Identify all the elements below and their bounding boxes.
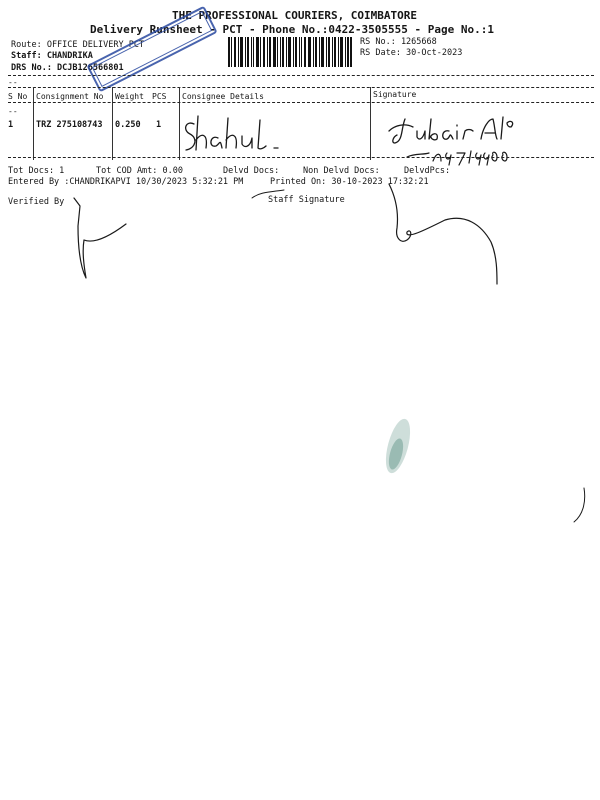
total-cod-amount: Tot COD Amt: 0.00 (96, 166, 183, 176)
header-weight: Weight (115, 92, 144, 101)
company-title: THE PROFESSIONAL COURIERS, COIMBATORE (172, 9, 418, 22)
receiver-handwritten-signature (385, 105, 545, 175)
total-docs: Tot Docs: 1 (8, 166, 65, 176)
row-pcs: 1 (156, 120, 162, 130)
header-signature: Signature (373, 90, 417, 99)
col-divider-1 (33, 87, 34, 160)
verified-by-label: Verified By (8, 197, 65, 207)
row-marker: -- (8, 107, 18, 116)
printed-on: Printed On: 30-10-2023 17:32:21 (270, 177, 429, 187)
rs-date: RS Date: 30-Oct-2023 (360, 48, 463, 58)
non-delivered-docs: Non Delvd Docs: (303, 166, 380, 176)
rs-number: RS No.: 1265668 (360, 37, 437, 47)
runsheet-subtitle: Delivery Runsheet - PCT - Phone No.:0422-3505555 - Page No.:1 (90, 23, 494, 36)
edge-mark (568, 486, 588, 526)
staff-label: Staff: CHANDRIKA (11, 51, 93, 61)
consignee-handwritten-signature (180, 112, 290, 162)
staff-signature-stroke (385, 180, 505, 290)
row-sno: 1 (8, 120, 14, 130)
col-divider-2 (112, 87, 113, 160)
drs-number: DRS No.: DCJB126566801 (11, 63, 124, 73)
delivered-pcs: DelvdPcs: (404, 166, 451, 176)
delivered-docs: Delvd Docs: (223, 166, 280, 176)
separator-header-top (8, 87, 594, 88)
header-consignee: Consignee Details (182, 92, 264, 101)
separator-row-bottom (8, 157, 594, 158)
col-divider-4 (370, 87, 371, 160)
separator-top (8, 75, 594, 76)
header-sno: S No (8, 92, 28, 101)
entered-by: Entered By :CHANDRIKAPVI 10/30/2023 5:32:21 PM (8, 177, 244, 187)
staff-signature-mark (250, 186, 290, 206)
header-consignment: Consignment No (36, 92, 104, 101)
barcode (228, 37, 352, 67)
verified-by-signature (70, 196, 140, 286)
ink-smudge (374, 406, 418, 486)
row-consignment: TRZ 275108743 (36, 120, 103, 130)
staff-signature-label: Staff Signature (268, 195, 345, 205)
row-weight: 0.250 (115, 120, 141, 130)
separator-header-bottom (8, 102, 594, 103)
route-label: Route: OFFICE DELIVERY PCT (11, 40, 145, 50)
header-pcs: PCS (152, 92, 167, 101)
top-marker: -- (8, 78, 18, 87)
